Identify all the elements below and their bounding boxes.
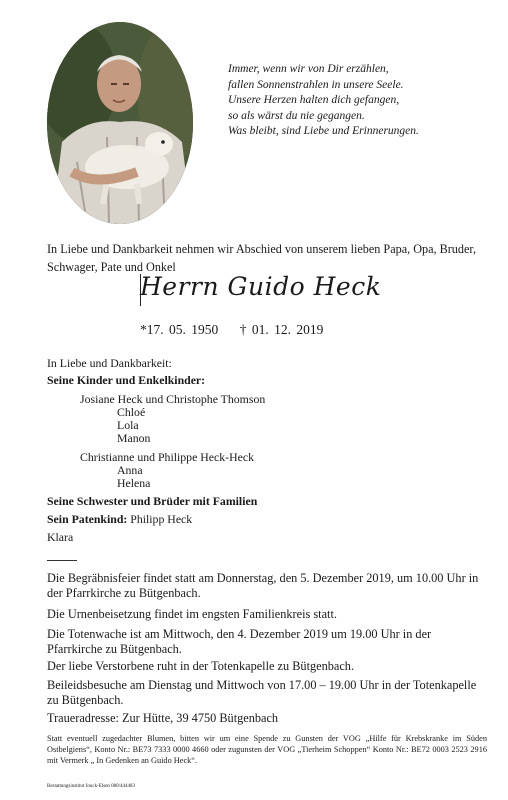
extra-name: Klara bbox=[47, 530, 74, 544]
mourning-address: Traueradresse: Zur Hütte, 39 4750 Bütgenbach bbox=[47, 711, 279, 725]
godchild-line bbox=[47, 512, 192, 526]
vigil-info: Die Totenwache ist am Mittwoch, den 4. Dezember 2019 um 19.00 Uhr in der Pfarrkirche zu Bütgenbach. bbox=[47, 627, 432, 656]
portrait-icon bbox=[47, 22, 193, 224]
family-parents: Josiane Heck und Christophe Thomson bbox=[80, 392, 266, 406]
death-date: † 01. 12. 2019 bbox=[239, 322, 324, 337]
intro-text: In Liebe und Dankbarkeit nehmen wir Abschied von unserem lieben Papa, Opa, Bruder, Schwager, Pate und Onkel bbox=[47, 242, 476, 274]
funeral-home-footer: Bestattungsinstitut Jouck-Elsen 080/444483 bbox=[47, 784, 136, 789]
godchild-label: Sein Patenkind: bbox=[47, 512, 128, 526]
chapel-info: Der liebe Verstorbene ruht in der Totenkapelle zu Bütgenbach. bbox=[47, 659, 355, 673]
divider bbox=[47, 560, 77, 561]
poem-line: Immer, wenn wir von Dir erzählen, bbox=[228, 63, 389, 75]
children-heading: Seine Kinder und Enkelkinder: bbox=[47, 373, 206, 387]
gratitude-line: In Liebe und Dankbarkeit: bbox=[47, 356, 172, 370]
family-parents: Christianne und Philippe Heck-Heck bbox=[80, 450, 254, 464]
grandchild: Chloé bbox=[117, 405, 146, 419]
funeral-info: Die Begräbnisfeier findet statt am Donnerstag, den 5. Dezember 2019, um 10.00 Uhr in der Pfarrkirche zu Bütgenbach. bbox=[47, 571, 479, 600]
donation-note: Statt eventuell zugedachter Blumen, bitten wir um eine Spende zu Gunsten der VOG „Hilfe für Krebskranke im Süden Ostbelgiens“, Konto Nr.: BE73 7333 0000 4660 oder zugunsten der VOG „Tierheim Schoppen“ Konto Nr.: BE72 0003 2523 2916 mit Vermerk „ In Gedenken an Guido Heck“. bbox=[47, 734, 487, 765]
visiting-info: Beileidsbesuche am Dienstag und Mittwoch von 17.00 – 19.00 Uhr in der Totenkapelle zu Bütgenbach. bbox=[47, 678, 477, 707]
godchild-name: Philipp Heck bbox=[130, 512, 193, 526]
grandchild: Helena bbox=[117, 476, 151, 490]
portrait-photo bbox=[47, 22, 193, 224]
siblings-heading: Seine Schwester und Brüder mit Familien bbox=[47, 494, 258, 508]
burial-info: Die Urnenbeisetzung findet im engsten Familienkreis statt. bbox=[47, 607, 337, 621]
poem-line: fallen Sonnenstrahlen in unsere Seele. bbox=[228, 78, 404, 91]
poem-line: Unsere Herzen halten dich gefangen, bbox=[228, 94, 400, 106]
grandchild: Manon bbox=[117, 431, 151, 445]
birth-date: *17. 05. 1950 bbox=[140, 322, 219, 337]
grandchild: Anna bbox=[117, 463, 143, 477]
grandchild: Lola bbox=[117, 418, 139, 432]
memorial-poem bbox=[228, 62, 488, 140]
deceased-name: Herrn Guido Heck bbox=[140, 272, 382, 301]
poem-line: so als wärst du nie gegangen. bbox=[228, 109, 365, 122]
poem-line: Was bleibt, sind Liebe und Erinnerungen. bbox=[228, 125, 419, 137]
life-dates bbox=[140, 322, 323, 338]
